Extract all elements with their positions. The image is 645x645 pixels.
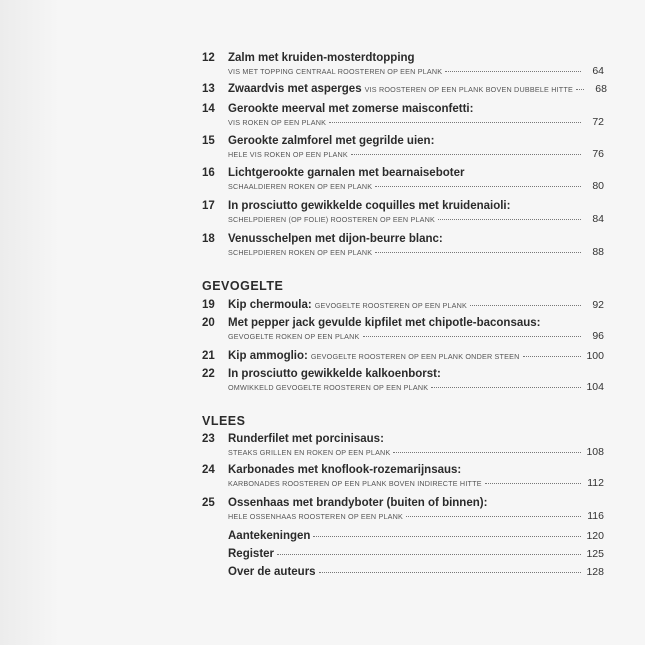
dot-leader [393,452,581,453]
entry-subtitle: HELE VIS ROKEN OP EEN PLANK [228,150,348,159]
entry-page: 104 [586,381,604,393]
toc-entry-25[interactable] [202,497,604,530]
dot-leader [438,219,581,220]
toc-entry-23[interactable] [202,433,604,464]
entry-title: Venusschelpen met dijon-beurre blanc: [228,233,443,245]
dot-leader [445,71,581,72]
entry-number: 19 [202,299,215,311]
entry-title: Karbonades met knoflook-rozemarijnsaus: [228,464,462,476]
entry-subtitle: GEVOGELTE ROKEN OP EEN PLANK [228,332,360,341]
entry-subtitle: GEVOGELTE ROOSTEREN OP EEN PLANK [314,301,468,310]
table-of-contents [202,52,607,584]
entry-subtitle: VIS ROOSTEREN OP EEN PLANK BOVEN DUBBELE HITTE [364,85,573,94]
entry-number: 12 [202,52,215,64]
entry-page: 64 [592,65,604,77]
meat-section [202,414,604,584]
dot-leader [485,483,581,484]
entry-title: Gerookte zalmforel met gegrilde uien: [228,135,435,147]
entry-subtitle: VIS MET TOPPING CENTRAAL ROOSTEREN OP EEN PLANK [228,67,443,76]
toc-entry-20[interactable] [202,317,604,350]
entry-title: Gerookte meerval met zomerse maisconfetti: [228,103,474,115]
entry-title: Kip chermoula: [228,299,312,311]
entry-title: Zalm met kruiden-mosterdtopping [228,52,415,64]
entry-page: 96 [592,330,604,342]
entry-page: 80 [592,180,604,192]
entry-subtitle: SCHAALDIEREN ROKEN OP EEN PLANK [228,182,373,191]
dot-leader [375,186,581,187]
entry-title: Over de auteurs [228,566,316,578]
entry-number: 14 [202,103,215,115]
toc-entry-17[interactable] [202,200,604,233]
entry-subtitle: GEVOGELTE ROOSTEREN OP EEN PLANK ONDER STEEN [310,352,520,361]
entry-page: 108 [586,446,604,458]
section-heading-poultry: GEVOGELTE [202,279,284,293]
toc-entry-24[interactable] [202,464,604,497]
entry-number: 23 [202,433,215,445]
entry-page: 125 [586,548,604,560]
entry-title: Ossenhaas met brandyboter (buiten of binnen): [228,497,488,509]
entry-page: 112 [587,477,604,489]
entry-subtitle: SCHELPDIEREN ROKEN OP EEN PLANK [228,248,373,257]
entry-page: 84 [592,213,604,225]
poultry-section [202,279,604,414]
entry-title: Runderfilet met porcinisaus: [228,433,384,445]
entry-number: 20 [202,317,215,329]
entry-title: Zwaardvis met asperges [228,83,362,95]
dot-leader [576,89,584,90]
toc-entry-18[interactable] [202,233,604,279]
entry-subtitle: KARBONADES ROOSTEREN OP EEN PLANK BOVEN INDIRECTE HITTE [228,479,482,488]
dot-leader [375,252,581,253]
entry-subtitle: SCHELPDIEREN (OP FOLIE) ROOSTEREN OP EEN PLANK [228,215,436,224]
toc-entry-22[interactable] [202,368,604,414]
entry-subtitle: OMWIKKELD GEVOGELTE ROOSTEREN OP EEN PLANK [228,383,429,392]
entry-title: Aantekeningen [228,530,311,542]
entry-title: Lichtgerookte garnalen met bearnaiseboter [228,167,465,179]
entry-number: 18 [202,233,215,245]
dot-leader [470,305,581,306]
toc-entry-16[interactable] [202,167,604,200]
toc-entry-15[interactable] [202,135,604,167]
entry-subtitle: STEAKS GRILLEN EN ROKEN OP EEN PLANK [228,448,391,457]
dot-leader [431,387,581,388]
entry-number: 13 [202,83,215,95]
fish-section [202,52,607,279]
toc-entry-19[interactable] [202,299,604,317]
entry-number: 25 [202,497,215,509]
dot-leader [523,356,581,357]
entry-title: Register [228,548,275,560]
entry-title: In prosciutto gewikkelde coquilles met kruidenaioli: [228,200,511,212]
entry-title: In prosciutto gewikkelde kalkoenborst: [228,368,441,380]
entry-page: 92 [592,299,604,311]
entry-number: 17 [202,200,215,212]
entry-subtitle: VIS ROKEN OP EEN PLANK [228,118,327,127]
entry-subtitle: HELE OSSENHAAS ROOSTEREN OP EEN PLANK [228,512,404,521]
entry-page: 100 [586,350,604,362]
dot-leader [319,572,581,573]
entry-number: 22 [202,368,215,380]
entry-number: 16 [202,167,215,179]
entry-number: 24 [202,464,215,476]
toc-entry-index[interactable] [202,548,604,566]
toc-entry-notes[interactable] [202,530,604,548]
entry-title: Kip ammoglio: [228,350,308,362]
dot-leader [363,336,581,337]
toc-entry-13[interactable] [202,83,607,103]
dot-leader [313,536,581,537]
toc-entry-14[interactable] [202,103,604,135]
section-heading-meat: VLEES [202,414,246,428]
entry-page: 116 [587,510,604,522]
toc-entry-21[interactable] [202,350,604,368]
entry-title: Met pepper jack gevulde kipfilet met chipotle-baconsaus: [228,317,541,329]
toc-entry-authors[interactable] [202,566,604,584]
entry-page: 68 [595,83,607,95]
entry-page: 88 [592,246,604,258]
entry-page: 76 [592,148,604,160]
entry-page: 128 [586,566,604,578]
page-edge-shadow [0,0,60,645]
dot-leader [351,154,581,155]
dot-leader [406,516,581,517]
entry-page: 72 [592,116,604,128]
dot-leader [329,122,581,123]
toc-entry-12[interactable] [202,52,604,83]
entry-number: 21 [202,350,215,362]
entry-page: 120 [586,530,604,542]
entry-number: 15 [202,135,215,147]
dot-leader [277,554,581,555]
